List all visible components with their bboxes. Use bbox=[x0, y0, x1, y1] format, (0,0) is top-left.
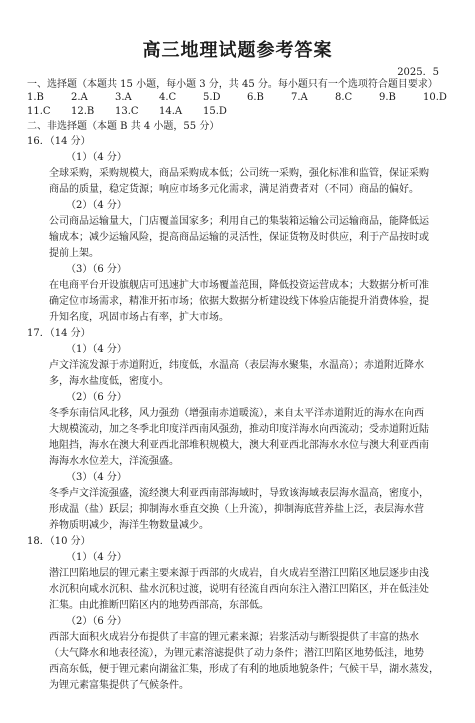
answer-item: 3.A bbox=[115, 92, 132, 103]
answer-text-line: 西高东低，便于锂元素向湖盆汇集，形成了有利的地质地貌条件；气候干旱，湖水蒸发， bbox=[49, 664, 439, 675]
question-16-heading: 16．（14 分） bbox=[27, 136, 91, 147]
answer-text-line: （大气降水和地表径流），为锂元素溶滤提供了动力条件；潜江凹陷区地势低洼，地势 bbox=[49, 648, 424, 659]
answer-row-1 bbox=[27, 92, 447, 103]
question-18-heading: 18．（10 分） bbox=[27, 536, 91, 547]
answer-item: 2.A bbox=[71, 92, 88, 103]
answer-text-line: 冬季东南信风北移，风力强劲（增强南赤道暖流），来自太平洋赤道附近的海水在向西 bbox=[49, 408, 424, 419]
answer-text-line: 冬季卢文洋流强盛，流经澳大利亚西南部海域时，导致该海域表层海水温高，密度小， bbox=[49, 488, 429, 499]
answer-item: 10.D bbox=[423, 92, 447, 103]
answer-text-line: 形成温（盐）跃层；抑制海水垂直交换（上升流），抑制海底营养盐上泛，表层海水营 bbox=[49, 504, 424, 515]
answer-item: 14.A bbox=[159, 106, 183, 117]
q17-part-3-label: （3）（4 分） bbox=[66, 472, 127, 483]
section-1-heading: 一、选择题（本题共 15 小题，每小题 3 分，共 45 分。每小题只有一个选项符合题目要求） bbox=[27, 79, 438, 90]
q17-part-1-label: （1）（4 分） bbox=[66, 344, 127, 355]
question-17-heading: 17．（14 分） bbox=[27, 328, 91, 339]
q16-part-3-label: （3）（6 分） bbox=[66, 264, 127, 275]
exam-date: 2025．5 bbox=[397, 67, 439, 78]
answer-text-line: 海海水水位差大，洋流强盛。 bbox=[49, 456, 179, 467]
answer-text-line: 多，海水盐度低，密度小。 bbox=[49, 376, 169, 387]
q18-part-2-label: （2）（6 分） bbox=[66, 616, 127, 627]
answer-text-line: 全球采购，采购规模大，商品采购成本低；公司统一采购，强化标准和监管，保证采购 bbox=[49, 168, 429, 179]
answer-text-line: 升知名度，巩固市场占有率，扩大市场。 bbox=[49, 312, 229, 323]
page-title: 高三地理试题参考答案 bbox=[142, 40, 333, 61]
answer-text-line: 卢文洋流发源于赤道附近，纬度低，水温高（表层海水聚集，水温高）；赤道附近降水 bbox=[49, 360, 424, 371]
answer-item: 5.D bbox=[203, 92, 221, 103]
answer-text-line: 大规模流动，加之冬季北印度洋西南风强劲，推动印度洋海水向西流动；受赤道附近陆 bbox=[49, 424, 429, 435]
answer-text-line: 为锂元素富集提供了气候条件。 bbox=[49, 680, 189, 691]
answer-text-line: 确定位市场需求，精准开拓市场；依据大数据分析建设线下体验店能提升消费体验，提 bbox=[49, 296, 429, 307]
answer-text-line: 地阻挡，海水在澳大利亚西北部堆积规模大，澳大利亚西北部海水水位与澳大利亚西南 bbox=[49, 440, 429, 451]
answer-row-2 bbox=[27, 106, 227, 117]
answer-text-line: 西部大面积火成岩分布提供了丰富的锂元素来源；岩浆活动与断裂提供了丰富的热水 bbox=[49, 632, 419, 643]
answer-item: 13.C bbox=[115, 106, 139, 117]
answer-text-line: 在电商平台开设旗舰店可迅速扩大市场覆盖范围，降低投资运营成本；大数据分析可准 bbox=[49, 280, 429, 291]
answer-item: 6.B bbox=[247, 92, 264, 103]
answer-text-line: 输成本；减少运输风险，提高商品运输的灵活性，保证货物及时供应，利于产品按时或 bbox=[49, 232, 429, 243]
answer-item: 15.D bbox=[203, 106, 227, 117]
answer-item: 7.A bbox=[291, 92, 308, 103]
answer-item: 1.B bbox=[27, 92, 44, 103]
answer-text-line: 汇集。由此推断凹陷区内的地势西部高，东部低。 bbox=[49, 600, 269, 611]
answer-text-line: 公司商品运输量大，门店覆盖国家多；利用自己的集装箱运输公司运输商品，能降低运 bbox=[49, 216, 429, 227]
answer-item: 12.B bbox=[71, 106, 95, 117]
q17-part-2-label: （2）（6 分） bbox=[66, 392, 127, 403]
q18-part-1-label: （1）（4 分） bbox=[66, 552, 127, 563]
answer-item: 11.C bbox=[27, 106, 51, 117]
answer-item: 8.C bbox=[335, 92, 353, 103]
answer-text-line: 水沉积向咸水沉积、盐水沉积过渡，说明有径流自西向东注入潜江凹陷区，并在低洼处 bbox=[49, 584, 429, 595]
answer-text-line: 养物质明减少，海洋生物数量减少。 bbox=[49, 520, 209, 531]
q16-part-1-label: （1）（4 分） bbox=[66, 152, 127, 163]
section-2-heading: 二、非选择题（本题 B 共 4 小题，55 分） bbox=[27, 121, 220, 132]
answer-text-line: 商品的质量，稳定货源；响应市场多元化需求，满足消费者对（不同）商品的偏好。 bbox=[49, 184, 419, 195]
answer-item: 9.B bbox=[379, 92, 396, 103]
answer-text-line: 潜江凹陷地层的锂元素主要来源于西部的火成岩，自火成岩至潜江凹陷区地层逐步由浅 bbox=[49, 568, 429, 579]
answer-item: 4.C bbox=[159, 92, 177, 103]
answer-text-line: 提前上架。 bbox=[49, 248, 99, 259]
q16-part-2-label: （2）（4 分） bbox=[66, 200, 127, 211]
